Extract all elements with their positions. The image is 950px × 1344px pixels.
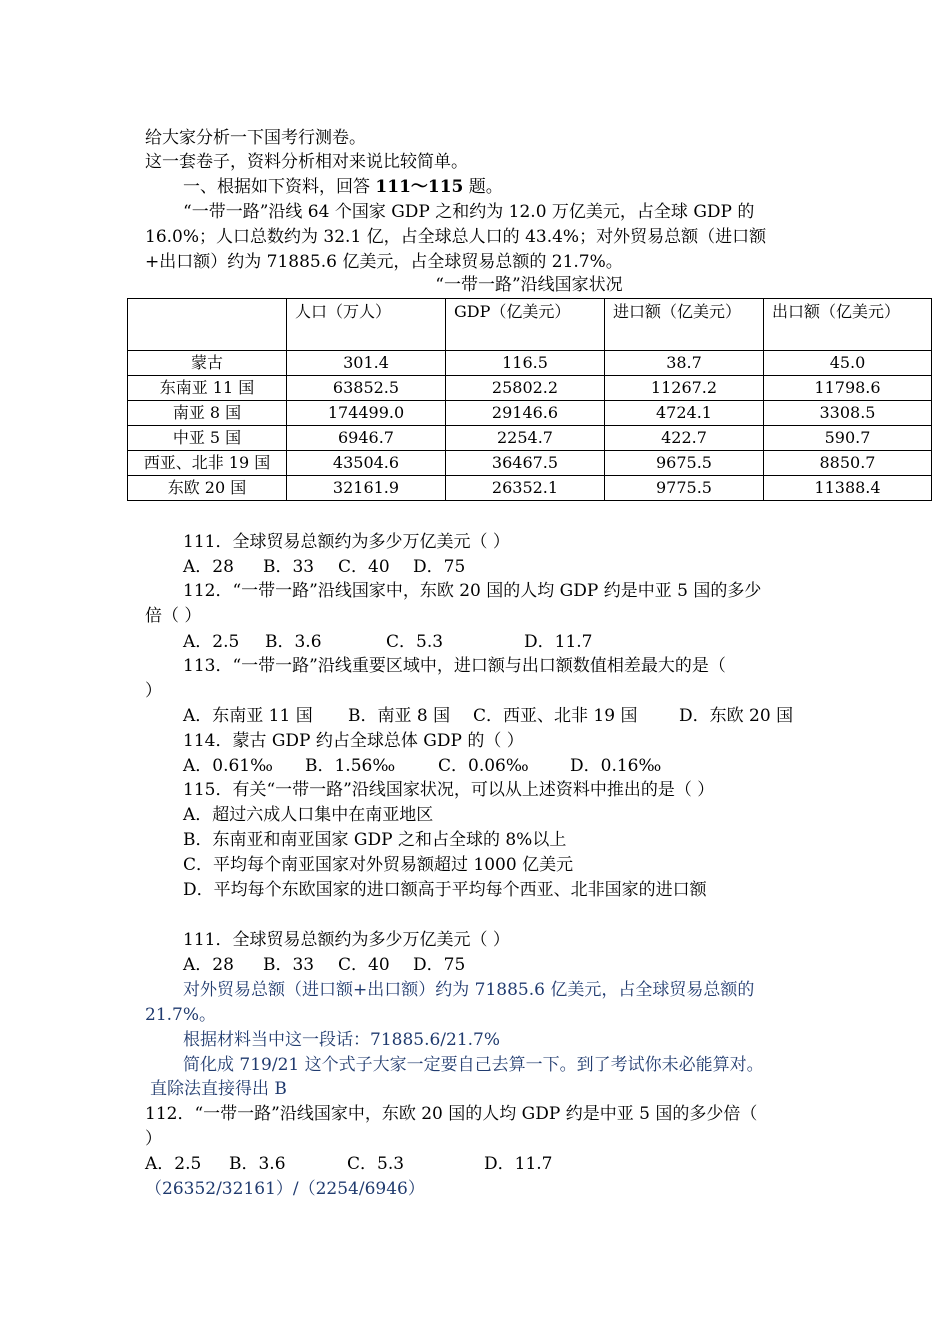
option-b: B．3.6 (229, 1154, 286, 1174)
question-112-options (183, 630, 592, 654)
intro-suffix: 题。 (468, 177, 503, 197)
table-row (128, 476, 932, 501)
question-113-line-1: 113．“一带一路”沿线重要区域中，进口额与出口额数值相差最大的是（ (183, 656, 726, 676)
table-cell: 63852.5 (287, 376, 446, 401)
option-a: A．28 (183, 557, 234, 577)
table-cell: 11267.2 (605, 376, 764, 401)
option-b: B．33 (263, 955, 315, 975)
table-cell: 6946.7 (287, 426, 446, 451)
material-line-3: +出口额）约为 71885.6 亿美元，占全球贸易总额的 21.7%。 (145, 252, 623, 272)
table-cell: 25802.2 (446, 376, 605, 401)
option-d: D．0.16‰ (570, 756, 662, 776)
question-115-option-d: D．平均每个东欧国家的进口额高于平均每个西亚、北非国家的进口额 (183, 880, 707, 900)
material-line-1: “一带一路”沿线 64 个国家 GDP 之和约为 12.0 万亿美元，占全球 GDP 的 (183, 202, 755, 222)
table-cell: 9775.5 (605, 476, 764, 501)
table-cell: 东南亚 11 国 (128, 376, 287, 401)
analysis-question-112-line-1: 112．“一带一路”沿线国家中，东欧 20 国的人均 GDP 约是中亚 5 国的多少倍（ (145, 1104, 758, 1124)
header-cell: 出口额（亿美元） (764, 299, 932, 351)
question-115: 115．有关“一带一路”沿线国家状况，可以从上述资料中推出的是（ ） (183, 780, 715, 800)
header-cell (128, 299, 287, 351)
table-cell: 422.7 (605, 426, 764, 451)
question-113-options (183, 704, 793, 728)
table-row (128, 351, 932, 376)
option-d: D．11.7 (524, 632, 593, 652)
header-cell: 人口（万人） (287, 299, 446, 351)
question-114-options (183, 754, 661, 778)
analysis-note-2: 根据材料当中这一段话：71885.6/21.7% (183, 1030, 501, 1050)
table-row (128, 401, 932, 426)
table-header-row (128, 299, 932, 351)
option-c: C．40 (338, 557, 390, 577)
table-cell: 36467.5 (446, 451, 605, 476)
question-113-line-2: ） (145, 681, 162, 701)
option-a: A．2.5 (183, 632, 240, 652)
table-cell: 29146.6 (446, 401, 605, 426)
option-b: B．1.56‰ (305, 756, 396, 776)
intro-line-1: 给大家分析一下国考行测卷。 (145, 128, 366, 148)
table-cell: 116.5 (446, 351, 605, 376)
table-row (128, 451, 932, 476)
question-111-options (183, 555, 465, 579)
option-d: D．75 (413, 557, 466, 577)
table-cell: 东欧 20 国 (128, 476, 287, 501)
question-range: 111～115 (375, 177, 464, 197)
table-cell: 2254.7 (446, 426, 605, 451)
intro-prefix: 一、根据如下资料，回答 (183, 177, 370, 197)
analysis-note-4: 直除法直接得出 B (150, 1079, 287, 1099)
analysis-question-112-line-2: ） (145, 1129, 162, 1149)
table-cell: 11798.6 (764, 376, 932, 401)
table-cell: 8850.7 (764, 451, 932, 476)
table-cell: 4724.1 (605, 401, 764, 426)
table-cell: 9675.5 (605, 451, 764, 476)
table-cell: 蒙古 (128, 351, 287, 376)
option-d: D．11.7 (484, 1154, 553, 1174)
table-cell: 26352.1 (446, 476, 605, 501)
option-d: D．东欧 20 国 (679, 706, 794, 726)
option-a: A．东南亚 11 国 (183, 706, 313, 726)
analysis-note-1-line-1: 对外贸易总额（进口额+出口额）约为 71885.6 亿美元，占全球贸易总额的 (183, 980, 755, 1000)
question-112-line-1: 112．“一带一路”沿线国家中，东欧 20 国的人均 GDP 约是中亚 5 国的多少 (183, 581, 762, 601)
option-c: C．5.3 (386, 632, 444, 652)
option-b: B．南亚 8 国 (348, 706, 451, 726)
option-d: D．75 (413, 955, 466, 975)
intro-line-3 (183, 175, 503, 199)
analysis-note-3: 简化成 719/21 这个式子大家一定要自己去算一下。到了考试你未必能算对。 (183, 1055, 764, 1075)
table-cell: 中亚 5 国 (128, 426, 287, 451)
option-b: B．33 (263, 557, 315, 577)
table-cell: 45.0 (764, 351, 932, 376)
option-c: C．0.06‰ (438, 756, 529, 776)
analysis-note-1-line-2: 21.7%。 (145, 1005, 217, 1025)
analysis-note-5: （26352/32161）/（2254/6946） (145, 1179, 425, 1199)
header-cell: 进口额（亿美元） (605, 299, 764, 351)
question-115-option-a: A．超过六成人口集中在南亚地区 (183, 805, 434, 825)
table-cell: 590.7 (764, 426, 932, 451)
table-cell: 南亚 8 国 (128, 401, 287, 426)
option-c: C．40 (338, 955, 390, 975)
table-row (128, 426, 932, 451)
question-115-option-b: B．东南亚和南亚国家 GDP 之和占全球的 8%以上 (183, 830, 567, 850)
header-cell: GDP（亿美元） (446, 299, 605, 351)
option-c: C．西亚、北非 19 国 (473, 706, 638, 726)
material-line-2: 16.0%；人口总数约为 32.1 亿，占全球总人口的 43.4%；对外贸易总额（进口额 (145, 227, 767, 247)
analysis-question-112-options (145, 1152, 552, 1176)
table-cell: 西亚、北非 19 国 (128, 451, 287, 476)
analysis-question-111-options (183, 953, 465, 977)
table-cell: 38.7 (605, 351, 764, 376)
table-cell: 11388.4 (764, 476, 932, 501)
question-114: 114．蒙古 GDP 约占全球总体 GDP 的（ ） (183, 731, 524, 751)
analysis-question-111: 111．全球贸易总额约为多少万亿美元（ ） (183, 930, 510, 950)
option-a: A．28 (183, 955, 234, 975)
table-cell: 32161.9 (287, 476, 446, 501)
question-115-option-c: C．平均每个南亚国家对外贸易额超过 1000 亿美元 (183, 855, 574, 875)
intro-line-2: 这一套卷子，资料分析相对来说比较简单。 (145, 152, 468, 172)
table-cell: 43504.6 (287, 451, 446, 476)
question-111: 111．全球贸易总额约为多少万亿美元（ ） (183, 532, 510, 552)
table-cell: 3308.5 (764, 401, 932, 426)
option-c: C．5.3 (347, 1154, 405, 1174)
question-112-line-2: 倍（ ） (145, 606, 202, 626)
option-b: B．3.6 (265, 632, 322, 652)
table-title: “一带一路”沿线国家状况 (435, 275, 623, 295)
table-row (128, 376, 932, 401)
option-a: A．0.61‰ (183, 756, 273, 776)
data-table (127, 298, 932, 501)
table-cell: 301.4 (287, 351, 446, 376)
option-a: A．2.5 (145, 1154, 202, 1174)
table-cell: 174499.0 (287, 401, 446, 426)
